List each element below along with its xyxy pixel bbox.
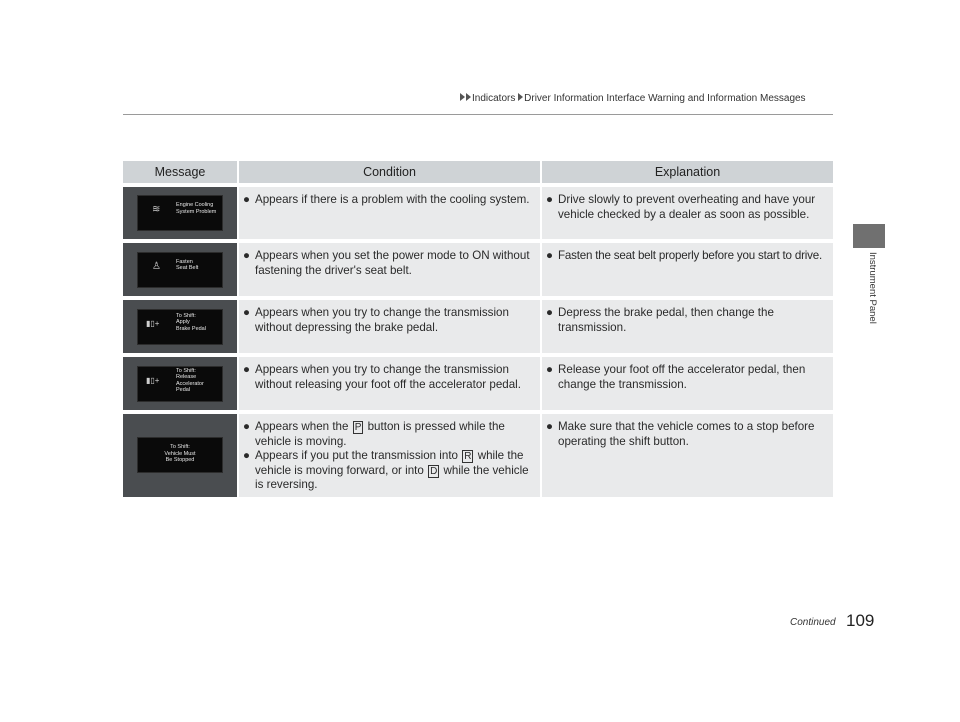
message-table	[123, 157, 833, 501]
explanation-text: Fasten the seat belt properly before you start to drive.	[558, 249, 822, 262]
message-screen	[137, 309, 223, 345]
explanation-cell: ● Fasten the seat belt properly before you start to drive.	[540, 243, 833, 296]
message-image-cell	[123, 187, 237, 239]
explanation-text: Make sure that the vehicle comes to a stop before operating the shift button.	[558, 420, 815, 448]
header-rule	[123, 114, 833, 115]
message-image-cell	[123, 300, 237, 353]
screen-text: To Shift: Release Accelerator Pedal	[176, 367, 204, 394]
screen-text: Engine Cooling System Problem	[176, 202, 217, 215]
condition-text: Appears when you try to change the transmission without releasing your foot off the accelerator pedal.	[255, 363, 521, 391]
condition-cell: ● Appears when you set the power mode to ON without fastening the driver's seat belt.	[237, 243, 540, 296]
page-number: 109	[846, 611, 875, 630]
breadcrumb	[460, 93, 806, 104]
accelerator-pedal-icon: ▮▯+	[146, 375, 160, 385]
message-image-cell	[123, 243, 237, 296]
breadcrumb-item-messages[interactable]: Driver Information Interface Warning and Information Messages	[524, 93, 806, 104]
condition-cell: ● Appears when you try to change the transmission without depressing the brake pedal.	[237, 300, 540, 353]
explanation-text: Drive slowly to prevent overheating and have your vehicle checked by a dealer as soon as possible.	[558, 193, 816, 221]
explanation-cell: ● Make sure that the vehicle comes to a stop before operating the shift button.	[540, 414, 833, 497]
chevron-right-icon	[460, 93, 465, 101]
section-tab	[853, 224, 885, 248]
table-row	[123, 300, 833, 353]
screen-text: Fasten Seat Belt	[176, 258, 199, 272]
explanation-cell: ● Release your foot off the accelerator pedal, then change the transmission.	[540, 357, 833, 410]
shift-key-d: D	[430, 465, 438, 477]
screen-text: To Shift: Vehicle Must Be Stopped	[164, 444, 196, 464]
message-screen	[137, 195, 223, 231]
column-header-explanation: Explanation	[540, 161, 833, 183]
condition-text: Appears if there is a problem with the cooling system.	[255, 193, 530, 206]
explanation-text: Depress the brake pedal, then change the transmission.	[558, 306, 774, 334]
breadcrumb-item-indicators[interactable]: Indicators	[472, 93, 516, 104]
table-row	[123, 243, 833, 296]
message-image-cell	[123, 357, 237, 410]
message-image-cell	[123, 414, 237, 497]
chevron-right-icon	[466, 93, 471, 101]
table-row	[123, 357, 833, 410]
condition-text: Appears when you set the power mode to ON without fastening the driver's seat belt.	[255, 249, 530, 277]
explanation-cell: ● Depress the brake pedal, then change the transmission.	[540, 300, 833, 353]
shift-key-p: P	[354, 422, 362, 433]
chevron-right-icon	[518, 93, 523, 101]
message-screen	[137, 366, 223, 402]
table-header-row	[123, 161, 833, 183]
section-label: Instrument Panel	[867, 252, 878, 324]
column-header-condition: Condition	[237, 161, 540, 183]
message-screen	[137, 252, 223, 288]
explanation-cell: ● Drive slowly to prevent overheating and have your vehicle checked by a dealer as soon as possible.	[540, 187, 833, 239]
explanation-text: Release your foot off the accelerator pedal, then change the transmission.	[558, 363, 806, 391]
column-header-message: Message	[123, 161, 237, 183]
continued-label: Continued	[790, 617, 836, 628]
brake-pedal-icon: ▮▯+	[146, 318, 160, 328]
condition-cell: ● Appears when you try to change the transmission without releasing your foot off the accelerator pedal.	[237, 357, 540, 410]
condition-cell: ● Appears when the P button is pressed while the vehicle is moving. ● Appears if you put the transmission into R while the vehicle is moving forward, or into D while the vehicle is reversing.	[237, 414, 540, 497]
screen-text: To Shift: Apply Brake Pedal	[176, 312, 206, 332]
seatbelt-icon: ♙	[152, 260, 161, 272]
engine-cooling-icon: ≋	[152, 204, 161, 215]
shift-key-r: R	[464, 451, 472, 462]
condition-text: Appears when you try to change the transmission without depressing the brake pedal.	[255, 306, 509, 334]
table-row	[123, 187, 833, 239]
condition-cell: ● Appears if there is a problem with the cooling system.	[237, 187, 540, 239]
message-screen	[137, 437, 223, 473]
table-row	[123, 414, 833, 497]
